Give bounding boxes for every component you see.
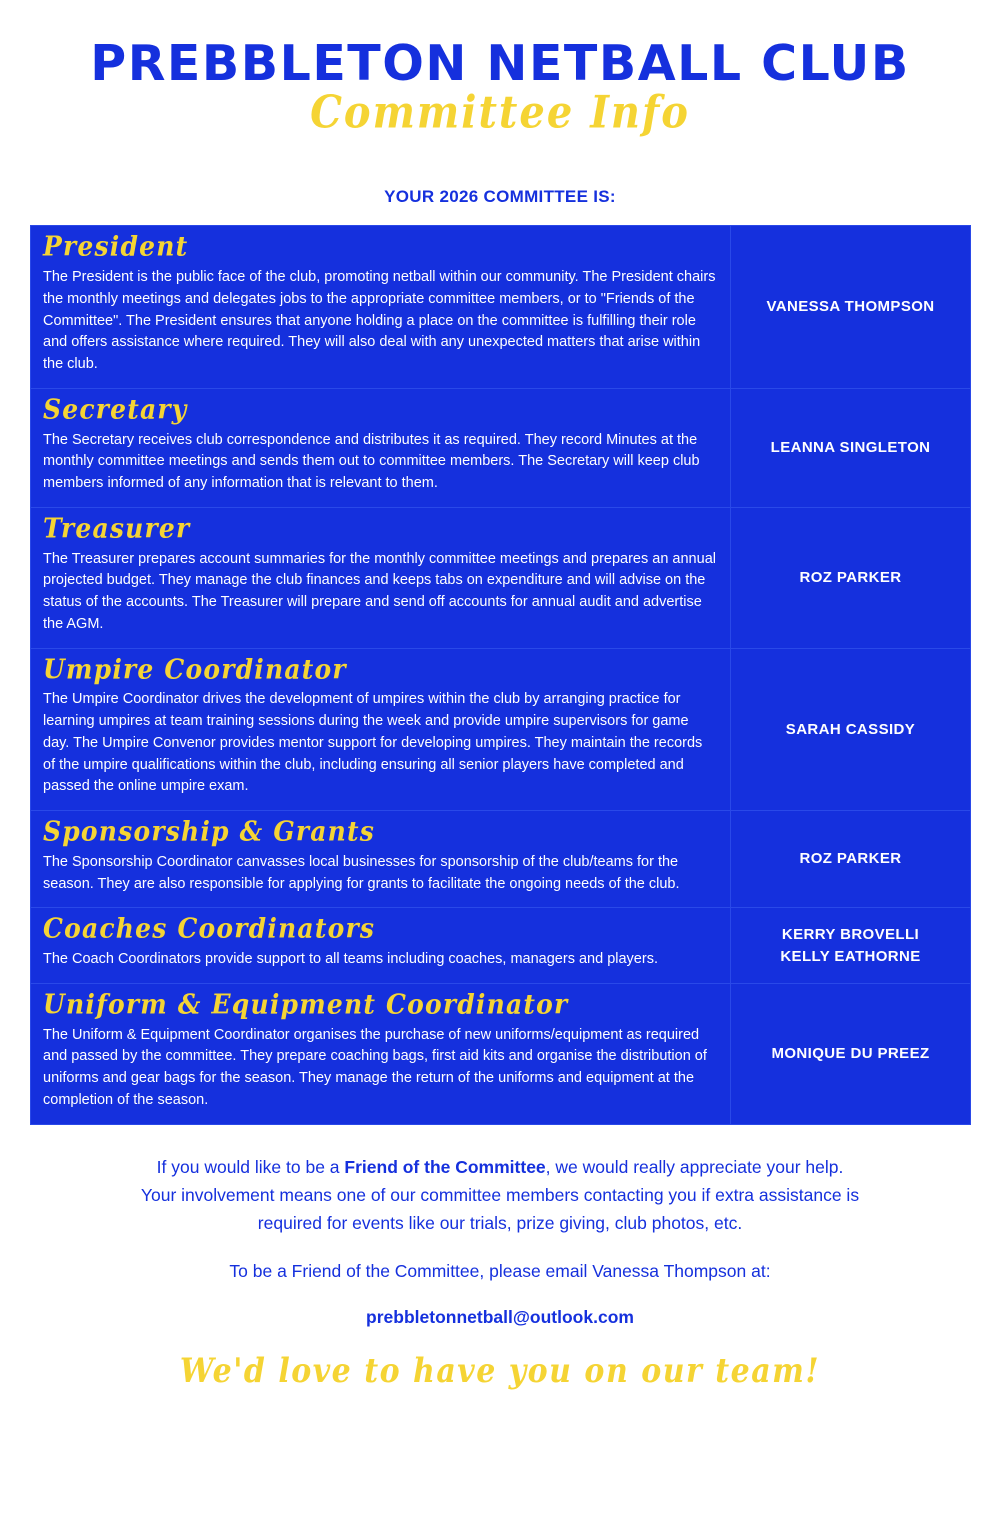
table-row [31, 983, 971, 1124]
role-title: President [43, 230, 189, 263]
footer-line-1-post: , we would really appreciate your help. [545, 1156, 844, 1177]
member-name: LEANNA SINGLETON [770, 439, 931, 457]
table-row [31, 507, 971, 648]
member-name: SARAH CASSIDY [785, 720, 916, 738]
member-name-cell [731, 908, 971, 984]
footer-text [60, 1153, 940, 1285]
role-title: Uniform & Equipment Coordinator [43, 987, 569, 1020]
role-description-cell [31, 507, 731, 648]
table-row [31, 908, 971, 984]
role-description-cell [31, 983, 731, 1124]
role-description: The Secretary receives club correspondence and distributes it as required. They record Minutes at the monthly committee meetings and sends them out to committee members. The Secretary will keep club members informed of any information that is relevant to them. [43, 431, 700, 492]
table-row [31, 388, 971, 507]
role-description-cell [31, 648, 731, 811]
footer-line-3: required for events like our trials, prize giving, club photos, etc. [257, 1212, 743, 1233]
member-name-cell [731, 226, 971, 389]
role-title: Treasurer [43, 511, 191, 544]
role-title: Umpire Coordinator [43, 652, 347, 685]
role-description: The Uniform & Equipment Coordinator organises the purchase of new uniforms/equipment as required and passed by the committee. They prepare coaching bags, first aid kits and organise the distribution of uniforms and gear bags for the season. They manage the return of the uniforms and equipment at the completion of the season. [43, 1026, 707, 1108]
page-subtitle: Committee Info [310, 86, 690, 140]
member-name-cell [731, 507, 971, 648]
role-description: The Sponsorship Coordinator canvasses local businesses for sponsorship of the club/teams for the season. They are also responsible for applying for grants to facilitate the ongoing needs of the club. [43, 853, 680, 892]
closing-message: We'd love to have you on our team! [179, 1351, 821, 1391]
footer-line-4: To be a Friend of the Committee, please email Vanessa Thompson at: [229, 1260, 771, 1281]
table-row [31, 226, 971, 389]
role-description: The Umpire Coordinator drives the development of umpires within the club by arranging practice for learning umpires at team training sessions during the week and provide umpire supervisors for game day. The Umpire Convenor provides mentor support for developing umpires. They maintain the records of the umpire qualifications within the club, including ensuring all senior players have completed and passed the online umpire exam. [43, 691, 703, 795]
member-name-cell [731, 388, 971, 507]
member-name: KERRY BROVELLI [781, 925, 920, 943]
role-title: Secretary [43, 392, 188, 425]
footer-line-1-pre: If you would like to be a [156, 1156, 345, 1177]
role-title: Coaches Coordinators [43, 912, 376, 945]
table-row [31, 648, 971, 811]
role-description-cell [31, 388, 731, 507]
member-name-cell [731, 983, 971, 1124]
role-description: The Coach Coordinators provide support to all teams including coaches, managers and players. [43, 951, 658, 968]
role-title: Sponsorship & Grants [43, 815, 376, 848]
committee-table [30, 225, 971, 1124]
role-description-cell [31, 226, 731, 389]
footer-spacer [60, 1237, 940, 1257]
footer-line-1-bold: Friend of the Committee [344, 1156, 546, 1177]
member-name-secondary: KELLY EATHORNE [780, 947, 921, 965]
role-description-cell [31, 811, 731, 908]
member-name-cell [731, 811, 971, 908]
member-name-cell [731, 648, 971, 811]
role-description: The President is the public face of the club, promoting netball within our community. The President chairs the monthly meetings and delegates jobs to the appropriate committee members, or to "Friends of the Committee". The President ensures that anyone holding a place on the committee is fulfilling their role and offers assistance where required. They will also deal with any unexpected matters that arise within the club. [43, 269, 716, 373]
member-name: VANESSA THOMPSON [766, 298, 935, 316]
footer-line-1 [60, 1153, 940, 1181]
contact-email[interactable]: prebbletonnetball@outlook.com [366, 1306, 634, 1327]
committee-info-page [0, 35, 1000, 1538]
member-name: MONIQUE DU PREEZ [771, 1044, 930, 1062]
member-name: ROZ PARKER [799, 568, 902, 586]
role-description: The Treasurer prepares account summaries for the monthly committee meetings and prepares an annual projected budget. They manage the club finances and keeps tabs on expenditure and will advise on the status of the accounts. The Treasurer will prepare and send off accounts for annual audit and advertise the AGM. [43, 550, 716, 632]
intro-heading: YOUR 2026 COMMITTEE IS: [384, 187, 616, 207]
footer-line-2: Your involvement means one of our committee members contacting you if extra assistance is [140, 1184, 860, 1205]
role-description-cell [31, 908, 731, 984]
member-name: ROZ PARKER [799, 850, 902, 868]
page-title: PREBBLETON NETBALL CLUB [90, 35, 910, 92]
table-row [31, 811, 971, 908]
